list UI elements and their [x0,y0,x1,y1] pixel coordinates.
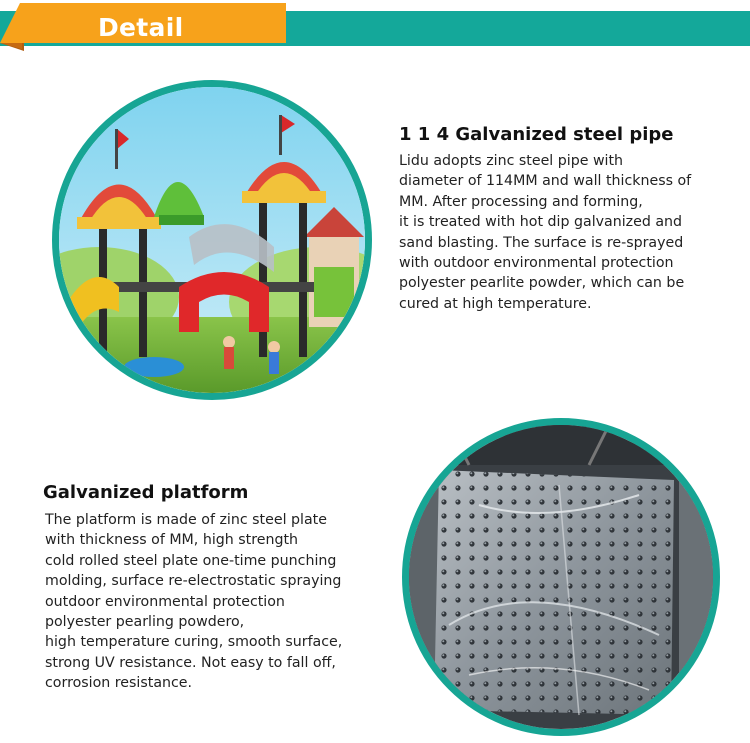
perforated-plate-illustration [409,425,713,729]
pipe-body-line: polyester pearlite powder, which can be [399,275,685,292]
platform-body-line: strong UV resistance. Not easy to fall off, [45,654,336,671]
pipe-body-line: Lidu adopts zinc steel pipe with [399,153,624,169]
header-title: Detail [98,13,184,42]
header-tab [0,3,286,51]
pipe-body-line: with outdoor environmental protection [399,255,674,272]
platform-body-line: The platform is made of zinc steel plate [45,512,327,528]
pipe-body-line: cured at high temperature. [399,295,592,312]
pipe-section-body [399,151,691,314]
pipe-body-line: it is treated with hot dip galvanized and [399,214,683,231]
pipe-body-line: diameter of 114MM and wall thickness of [399,173,692,190]
playground-illustration [59,87,365,393]
platform-photo [402,418,720,736]
platform-body-line: corrosion resistance. [45,675,193,692]
platform-body-line: high temperature curing, smooth surface, [45,634,343,651]
platform-section-body [45,510,342,694]
platform-body-line: with thickness of MM, high strength [45,532,299,549]
platform-body-line: molding, surface re-electrostatic spraying [45,573,342,590]
pipe-section-title: 1 1 4 Galvanized steel pipe [399,124,674,145]
platform-body-line: cold rolled steel plate one-time punching [45,552,337,569]
pipe-body-line: sand blasting. The surface is re-sprayed [399,234,684,251]
platform-section-title: Galvanized platform [43,482,249,503]
playground-photo [52,80,372,400]
platform-body-line: polyester pearling powdero, [45,614,245,631]
pipe-body-line: MM. After processing and forming, [399,193,643,210]
platform-body-line: outdoor environmental protection [45,593,285,610]
